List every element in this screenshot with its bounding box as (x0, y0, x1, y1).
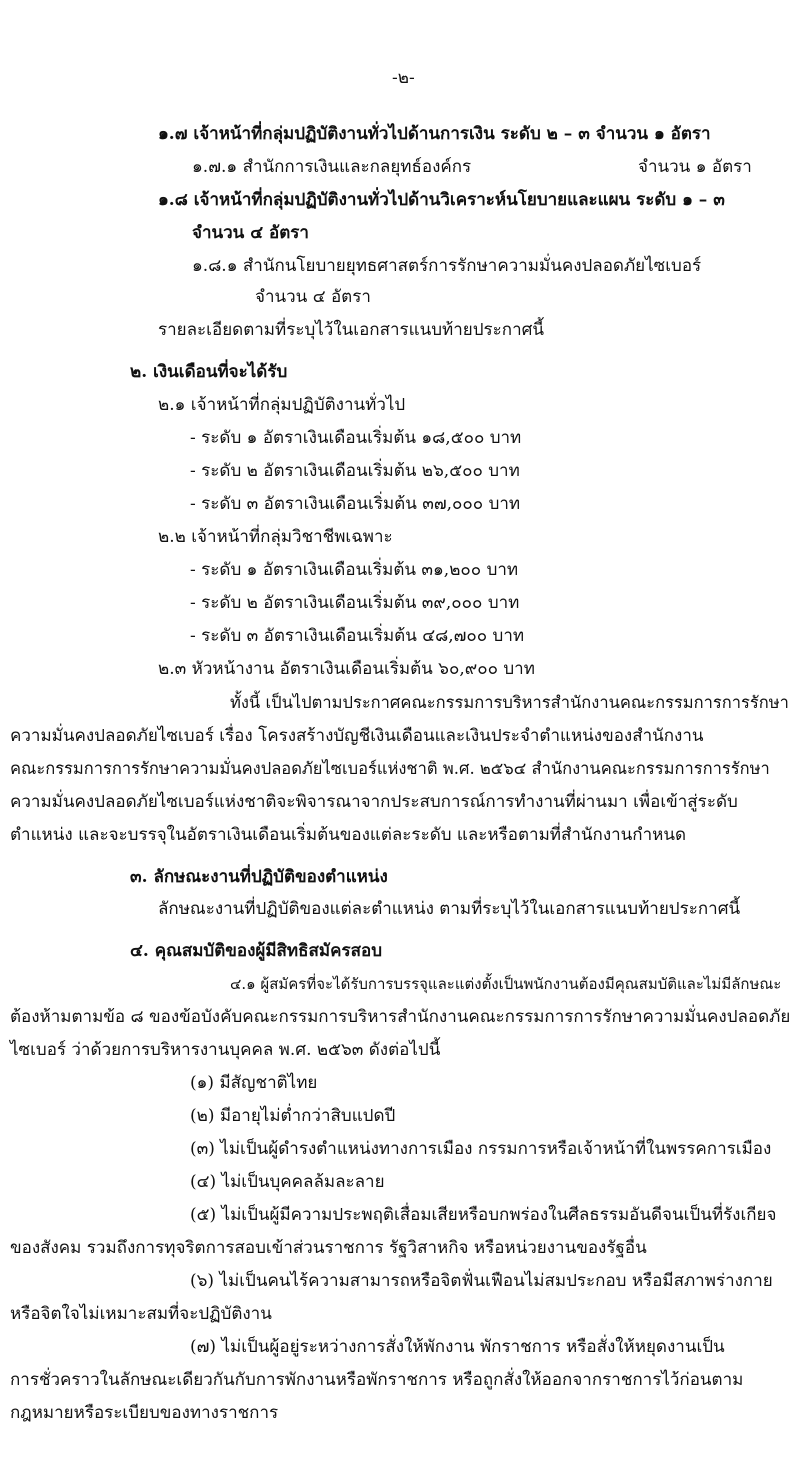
details-note: รายละเอียดตามที่ระบุไว้ในเอกสารแนบท้ายประกาศนี้ (158, 320, 545, 340)
salary-group-2-level-1: - ระดับ ๑ อัตราเงินเดือนเริ่มต้น ๓๑,๒๐๐ บาท (190, 560, 519, 580)
qualification-item-2: (๒) มีอายุไม่ต่ำกว่าสิบแปดปี (190, 1106, 396, 1126)
position-1-8-count: จำนวน ๔ อัตรา (192, 223, 309, 243)
position-1-8-1-count: จำนวน ๔ อัตรา (255, 287, 371, 307)
position-1-8-heading: ๑.๘ เจ้าหน้าที่กลุ่มปฏิบัติงานทั่วไปด้านวิเคราะห์นโยบายและแผน ระดับ ๑ – ๓ (158, 190, 725, 210)
salary-group-1-level-3: - ระดับ ๓ อัตราเงินเดือนเริ่มต้น ๓๗,๐๐๐ บาท (190, 494, 521, 514)
qualifications-intro-line-1: ๔.๑ ผู้สมัครที่จะได้รับการบรรจุและแต่งตั้งเป็นพนักงานต้องมีคุณสมบัติและไม่มีลักษณะ (230, 975, 782, 993)
qualification-item-7-line-2: การชั่วคราวในลักษณะเดียวกันกับการพักงานหรือพักราชการ หรือถูกสั่งให้ออกจากราชการไว้ก่อนตาม (10, 1370, 744, 1390)
salary-group-1-title: ๒.๑ เจ้าหน้าที่กลุ่มปฏิบัติงานทั่วไป (158, 395, 406, 415)
salary-paragraph-line-1: ทั้งนี้ เป็นไปตามประกาศคณะกรรมการบริหารสำนักงานคณะกรรมการการรักษา (230, 693, 789, 712)
salary-paragraph-line-5: ตำแหน่ง และจะบรรจุในอัตราเงินเดือนเริ่มต้นของแต่ละระดับ และหรือตามที่สำนักงานกำหนด (10, 825, 686, 845)
salary-heading: ๒. เงินเดือนที่จะได้รับ (130, 362, 288, 382)
qualifications-heading: ๔. คุณสมบัติของผู้มีสิทธิสมัครสอบ (130, 941, 382, 961)
salary-paragraph-line-4: ความมั่นคงปลอดภัยไซเบอร์แห่งชาติจะพิจารณาจากประสบการณ์การทำงานที่ผ่านมา เพื่อเข้าสู่ระดับ (10, 792, 738, 812)
qualification-item-7-line-3: กฎหมายหรือระเบียบของทางราชการ (10, 1403, 279, 1423)
salary-group-1-level-2: - ระดับ ๒ อัตราเงินเดือนเริ่มต้น ๒๖,๕๐๐ บาท (190, 461, 520, 481)
salary-group-2-level-3: - ระดับ ๓ อัตราเงินเดือนเริ่มต้น ๔๘,๗๐๐ บาท (190, 626, 525, 646)
salary-paragraph-line-2: ความมั่นคงปลอดภัยไซเบอร์ เรื่อง โครงสร้างบัญชีเงินเดือนและเงินประจำตำแหน่งของสำนักงาน (10, 726, 704, 746)
qualification-item-4: (๔) ไม่เป็นบุคคลล้มละลาย (190, 1172, 385, 1192)
job-nature-heading: ๓. ลักษณะงานที่ปฏิบัติของตำแหน่ง (130, 867, 388, 887)
position-1-8-1-unit: ๑.๘.๑ สำนักนโยบายยุทธศาสตร์การรักษาความมั่นคงปลอดภัยไซเบอร์ (192, 256, 702, 276)
salary-group-2-title: ๒.๒ เจ้าหน้าที่กลุ่มวิชาชีพเฉพาะ (158, 527, 393, 547)
position-1-7-1-count: จำนวน ๑ อัตรา (638, 157, 752, 177)
salary-group-3-line: ๒.๓ หัวหน้างาน อัตราเงินเดือนเริ่มต้น ๖๐,๙๐๐ บาท (158, 659, 535, 679)
position-1-7-1-unit: ๑.๗.๑ สำนักการเงินและกลยุทธ์องค์กร (192, 157, 472, 177)
salary-group-1-level-1: - ระดับ ๑ อัตราเงินเดือนเริ่มต้น ๑๘,๕๐๐ บาท (190, 428, 522, 448)
page-number: -๒- (392, 68, 415, 88)
qualification-item-5-line-2: ของสังคม รวมถึงการทุจริตการสอบเข้าส่วนราชการ รัฐวิสาหกิจ หรือหน่วยงานของรัฐอื่น (10, 1238, 647, 1258)
salary-group-2-level-2: - ระดับ ๒ อัตราเงินเดือนเริ่มต้น ๓๙,๐๐๐ บาท (190, 593, 520, 613)
qualification-item-6-line-2: หรือจิตใจไม่เหมาะสมที่จะปฏิบัติงาน (10, 1304, 272, 1324)
qualification-item-7-line-1: (๗) ไม่เป็นผู้อยู่ระหว่างการสั่งให้พักงาน พักราชการ หรือสั่งให้หยุดงานเป็น (190, 1337, 725, 1357)
qualification-item-3: (๓) ไม่เป็นผู้ดำรงตำแหน่งทางการเมือง กรรมการหรือเจ้าหน้าที่ในพรรคการเมือง (190, 1139, 772, 1159)
position-1-7-heading: ๑.๗ เจ้าหน้าที่กลุ่มปฏิบัติงานทั่วไปด้านการเงิน ระดับ ๒ – ๓ จำนวน ๑ อัตรา (158, 124, 711, 144)
qualification-item-5-line-1: (๕) ไม่เป็นผู้มีความประพฤติเสื่อมเสียหรือบกพร่องในศีลธรรมอันดีจนเป็นที่รังเกียจ (190, 1205, 777, 1225)
qualifications-intro-line-3: ไซเบอร์ ว่าด้วยการบริหารงานบุคคล พ.ศ. ๒๕๖๓ ดังต่อไปนี้ (10, 1040, 441, 1060)
job-nature-text: ลักษณะงานที่ปฏิบัติของแต่ละตำแหน่ง ตามที่ระบุไว้ในเอกสารแนบท้ายประกาศนี้ (158, 899, 741, 919)
qualification-item-1: (๑) มีสัญชาติไทย (190, 1073, 318, 1093)
qualifications-intro-line-2: ต้องห้ามตามข้อ ๘ ของข้อบังคับคณะกรรมการบริหารสำนักงานคณะกรรมการการรักษาความมั่นคงปลอดภัย (10, 1007, 791, 1027)
salary-paragraph-line-3: คณะกรรมการการรักษาความมั่นคงปลอดภัยไซเบอร์แห่งชาติ พ.ศ. ๒๕๖๔ สำนักงานคณะกรรมการการรักษา (10, 759, 770, 778)
qualification-item-6-line-1: (๖) ไม่เป็นคนไร้ความสามารถหรือจิตฟั่นเฟือนไม่สมประกอบ หรือมีสภาพร่างกาย (190, 1271, 773, 1291)
